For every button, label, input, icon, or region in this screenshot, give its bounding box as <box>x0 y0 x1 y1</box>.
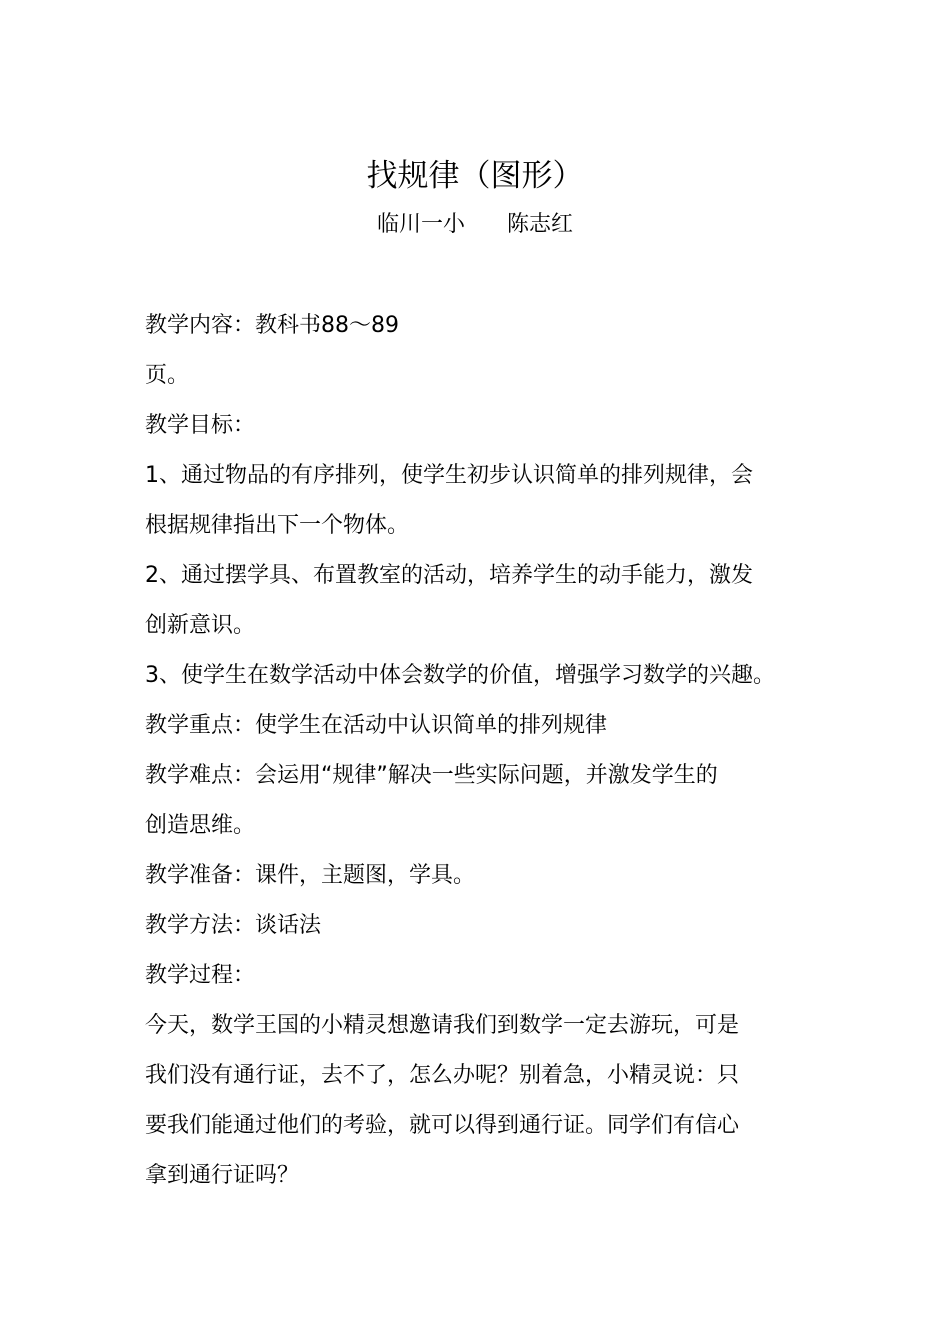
content-line: 根据规律指出下一个物体。 <box>145 513 410 538</box>
content-line: 教学过程： <box>145 963 256 988</box>
content-line: 教学目标： <box>145 413 256 438</box>
content-line: 教学重点：使学生在活动中认识简单的排列规律 <box>145 713 608 738</box>
content-line: 创新意识。 <box>145 613 256 638</box>
content-line: 创造思维。 <box>145 813 256 838</box>
content-line: 页。 <box>145 363 190 388</box>
document-body <box>145 306 835 1206</box>
content-line: 2、通过摆学具、布置教室的活动，培养学生的动手能力，激发 <box>145 563 753 588</box>
content-line: 教学难点：会运用“规律”解决一些实际问题，并激发学生的 <box>145 763 718 788</box>
document-title: 找规律（图形） <box>366 158 584 194</box>
content-line: 教学方法：谈话法 <box>145 913 322 938</box>
content-line: 拿到通行证吗？ <box>145 1163 300 1188</box>
content-line: 今天，数学王国的小精灵想邀请我们到数学一定去游玩，可是 <box>145 1013 740 1038</box>
content-line: 教学准备：课件，主题图，学具。 <box>145 863 476 888</box>
content-line: 1、通过物品的有序排列，使学生初步认识简单的排列规律，会 <box>145 463 753 488</box>
content-line: 教学内容：教科书88～89 <box>145 313 399 338</box>
content-line: 我们没有通行证，去不了，怎么办呢？别着急，小精灵说：只 <box>145 1063 740 1088</box>
content-line: 要我们能通过他们的考验，就可以得到通行证。同学们有信心 <box>145 1113 740 1138</box>
document-author: 临川一小 陈志红 <box>377 212 573 237</box>
content-line: 3、使学生在数学活动中体会数学的价值，增强学习数学的兴趣。 <box>145 663 775 688</box>
